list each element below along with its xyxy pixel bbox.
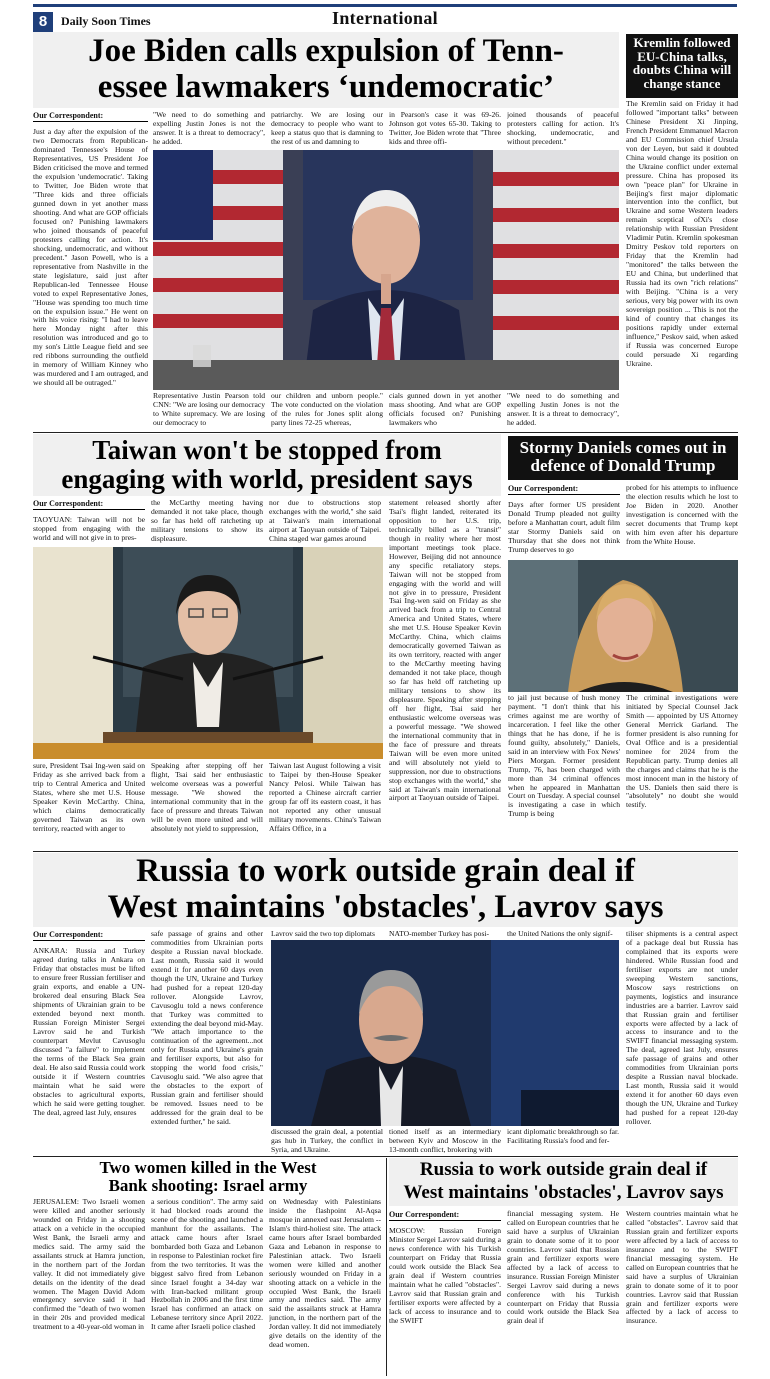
- stormy-col1-top-text: Days after former US president Donald Trump pleaded not guilty before a Manhattan court, adult film star Stormy Daniels said on Thursday that she does not think Trump deserves to go: [508, 500, 620, 555]
- taiwan-column-2-bottom: Speaking after stepping off her flight, Tsai said her enthusiastic welcome overseas was a powerful message. "We showed the international community that in the face of pressure and threats Taiwan will be even more united and will absolutely not yield to suppression,: [151, 762, 263, 833]
- page-number: 8: [33, 12, 53, 32]
- biden-column-4-top: in Pearson's case it was 69-26. Johnson got votes 65-30. Taking to Twitter, Joe Biden wrote that "Three kids and three offi-: [389, 111, 501, 146]
- russia-column-4-bottom: tioned itself as an intermediary between Kyiv and Moscow in the 13-month conflict, brokering with: [389, 1128, 501, 1154]
- top-rule: [33, 4, 737, 7]
- russia-column-5-bottom: icant diplomatic breakthrough so far. Facilitating Russia's food and fer-: [507, 1128, 619, 1145]
- stormy-column-1-bottom: to jail just because of hush money payment. "I don't think that his crimes against me are worthy of incarceration. I feel like the other things that he has done, if he is found guilty, absolutely," Daniels, said in an interview with Fox News' Piers Morgan. Former president Trump, 76, has been charged with more than 34 criminal offences when he appeared in Manhattan Court on Tuesday. A special counsel is investigating a case in which Trump is being: [508, 694, 620, 819]
- taiwan-correspondent: Our Correspondent:: [33, 499, 145, 510]
- divider: [33, 432, 738, 433]
- russia-column-1: [33, 930, 145, 1154]
- lavrov-cavusoglu-photo: [271, 940, 619, 1126]
- taiwan-col1-top-text: TAOYUAN: Taiwan will not be stopped from engaging with the world and will not give in to pres-: [33, 515, 145, 543]
- divider: [33, 851, 738, 852]
- biden-column-2-bottom: Representative Justin Pearson told CNN: "We are losing our democracy to White supremacy. We are losing our democracy to: [153, 392, 265, 427]
- divider: [33, 1156, 738, 1157]
- biden-column-4-bottom: cials gunned down in yet another mass shooting. And what are GOP officials focused on? Punishing lawmakers who: [389, 392, 501, 427]
- kremlin-headline: Kremlin followed EU-China talks, doubts China will change stance: [626, 34, 738, 98]
- russia2-correspondent: Our Correspondent:: [389, 1210, 501, 1221]
- biden-col1-text: Just a day after the expulsion of the two Democrats from Republican-dominated Tennessee's House of Representatives, US President Joe Biden criticised the move and termed the expulsion 'undemocratic'. Taking to Twitter, Joe Biden wrote that "Three kids and three officials gunned down in yet another mass shooting. And what are GOP officials focused on? Punishing lawmakers who joined thousands of peaceful protesters calling for action. It's shocking, undemocratic, and without precedent." Jason Powell, who is a representative from Nashville in the state legislature, said just after Republican-led Tennessee House voted to expel Representative Jones, "House was spending too much time on the expulsion issue." He went on with his voice rising: "I had to leave here Monday night after this resolution was introduced and go to my son's Little League field and see red ribbons surrounding the outfield in memory of William Kinney who was murdered and I am outraged, and we should all be outraged.": [33, 127, 148, 388]
- russia-column-5-top: the United Nations the only signif-: [507, 930, 613, 938]
- paper-name: Daily Soon Times: [61, 14, 151, 28]
- russia2-column-2: financial messaging system. He called on European countries that he said have a surplus of Ukrainian grain to donate some of it to poor countries. Lavrov said that Russian grain and fertilizer exports were affected by a lack of access to insurance. Russian Foreign Minister Sergei Lavrov said during a news conference with his Turkish counterpart on Friday that Russia could work outside the Black Sea grain deal if: [507, 1210, 619, 1326]
- russia-headline-line1: Russia to work outside grain deal if: [136, 853, 635, 889]
- taiwan-column-1-bottom: sure, President Tsai Ing-wen said on Friday as she arrived back from a trip to Central America and United States, where she met U.S. House Speaker Kevin McCarthy. China, which claims democratically governed Taiwan as its own territory, reacted with anger to: [33, 762, 145, 833]
- taiwan-column-2-top: the McCarthy meeting having demanded it not take place, though so far has held off ratcheting up military tensions to show its displeasure.: [151, 499, 263, 543]
- biden-column-1: [33, 111, 148, 429]
- stormy-photo: [508, 560, 738, 692]
- russia2-col1-text: MOSCOW: Russian Foreign Minister Sergei Lavrov said during a news conference with his Turkish counterpart on Friday that Russia could work outside the Black Sea grain deal if Western countries maintain what he called "obstacles". Lavrov said that Russian grain and fertiliser exports were affected by a lack of access to insurance and to the SWIFT: [389, 1226, 501, 1325]
- westbank-headline-line1: Two women killed in the West: [99, 1158, 317, 1177]
- westbank-column-3: on Wednesday with Palestinians inside the flashpoint Al-Aqsa mosque in annexed east Jerusalem -- Islam's third-holiest site. The attack came hours after Israel bombarded Gaza and Lebanon in response to Palestinian attack. Two Israeli women were killed and another seriously wounded on Friday in a shooting attack on a vehicle in the occupied West Bank, the Israeli army and medics said. The army said the assailants struck at Hamra junction, in the northern part of the Jordan valley. It did not immediately give details on the identity of the dead women.: [269, 1198, 381, 1350]
- stormy-headline: Stormy Daniels comes out in defence of Donald Trump: [508, 436, 738, 480]
- taiwan-column-1-top: [33, 499, 145, 545]
- biden-column-3-bottom: our children and unborn people." The vote conducted on the violation of the rules for Jones split along party lines 72-25 whereas,: [271, 392, 383, 427]
- biden-column-5-top: joined thousands of peaceful protesters calling for action. It's shocking, undemocratic, and without precedent.": [507, 111, 619, 146]
- russia-column-3-bottom: discussed the grain deal, a potential gas hub in Turkey, the conflict in Syria, and Ukraine.: [271, 1128, 383, 1154]
- biden-correspondent: Our Correspondent:: [33, 111, 148, 122]
- russia2-column-3: Western countries maintain what he called "obstacles". Lavrov said that Russian grain and fertilizer exports were affected by a lack of access to insurance and to the SWIFT financial messaging system. He called on European countries that he said have a surplus of Ukrainian grain to donate some of it to poor countries. Lavrov said that Russian grain and fertilizer exports were affected by a lack of access to insurance.: [626, 1210, 738, 1326]
- russia-correspondent: Our Correspondent:: [33, 930, 145, 941]
- westbank-headline-line2: Bank shooting: Israel army: [108, 1176, 308, 1195]
- stormy-column-1-top: [508, 484, 620, 558]
- russia-column-2: safe passage of grains and other commodities from Ukrainian ports despite a Russian naval blockade. Last month, Russia said it would extend it for another 60 days even though the UN, Ukraine and Turkey had pushed for a repeat 120-day rollover. Alongside Lavrov, Cavusoglu told a news conference that Turkey was committed to extending the deal beyond mid-May. "We attach importance to the continuation of the agreement...not only for Russia and Ukraine's grain and fertiliser exports, but also for stopping the world food crisis," Cavusoglu said. "We also agree that the obstacles to the export of Russian grain and fertiliser should be removed. Issues need to be addressed for the grain deal to be extended further," he said.: [151, 930, 263, 1127]
- divider-vertical: [386, 1158, 387, 1376]
- taiwan-column-3-top: nor due to obstructions stop exchanges with the world," she said at Taiwan's main international airport at Taoyuan outside of Taipei. China staged war games around: [269, 499, 381, 543]
- russia-column-3-top: Lavrov said the two top diplomats: [271, 930, 375, 938]
- russia-column-4-top: NATO-member Turkey has posi-: [389, 930, 490, 938]
- stormy-column-2-bottom: The criminal investigations were initiated by Special Counsel Jack Smith — appointed by US Attorney General Merrick Garland. The former president is also running for Oval Office and is a presidential nominee for 2024 from the Republican party. Trump denies all the charges and claims that he is the most innocent man in the history of the US. Daniels then said there is "absolutely" no doubt she would testify.: [626, 694, 738, 810]
- westbank-column-1: JERUSALEM: Two Israeli women were killed and another seriously wounded on Friday in a shooting attack on a vehicle in the occupied West Bank, the Israeli army and medics said. The army said the assailants struck at Hamra junction, in the northern part of the Jordan valley. It did not immediately give details on the identity of the dead women. The Magen David Adom emergency service said it had confirmed the "death of two women in their 20s and provided medical treatment to a 40-year-old woman in: [33, 1198, 145, 1332]
- taiwan-headline-line1: Taiwan won't be stopped from: [92, 435, 442, 465]
- biden-column-5-bottom: "We need to do something and expelling Justin Jones is not the answer. It is a threat to democracy", he added.: [507, 392, 619, 427]
- stormy-correspondent: Our Correspondent:: [508, 484, 620, 495]
- stormy-column-2-top: probed for his attempts to influence the election results which he lost to Joe Biden in 2020. Another investigation is concerned with the secret documents that Trump kept with him even after his departure from the White House.: [626, 484, 738, 546]
- section-title: International: [332, 8, 438, 28]
- russia2-headline-line2: West maintains 'obstacles', Lavrov says: [403, 1182, 724, 1203]
- biden-column-3-top: patriarchy. We are losing our democracy to people who want to keep a status quo that is damning to the rest of us and damning to: [271, 111, 383, 146]
- biden-column-2-top: "We need to do something and expelling Justin Jones is not the answer. It is a threat to democracy", he added.: [153, 111, 265, 146]
- russia-column-6: tiliser shipments is a central aspect of a package deal but Russia has complained that its exports were hindered. While Russian food and fertiliser exports are not under sweeping Western sanctions, Moscow says restrictions on payments, logistics and insurance industries are a barrier. Lavrov said that Russian grain and fertiliser exports were affected by a lack of access to insurance and to the SWIFT financial messaging system. The deal, agreed last July, ensures safe passage of grains and other commodities from Ukrainian ports despite a Russian naval blockade. Last month, Russia said it would extend it for another 60 days even though the UN, Ukraine and Turkey had pushed for a repeat 120-day rollover.: [626, 930, 738, 1127]
- biden-photo: [153, 150, 619, 390]
- russia-headline-line2: West maintains 'obstacles', Lavrov says: [107, 889, 664, 925]
- russia2-headline-line1: Russia to work outside grain deal if: [419, 1159, 708, 1180]
- taiwan-column-3-bottom: Taiwan last August following a visit to Taipei by then-House Speaker Nancy Pelosi. While Taiwan has reported a Chinese aircraft carrier group far off its eastern coast, it has not reported any other unusual military movements. China's Taiwan Affairs Office, in a: [269, 762, 381, 833]
- russia-col1-text: ANKARA: Russia and Turkey agreed during talks in Ankara on Friday that obstacles must be lifted to ensure freer Russian fertiliser and grain exports, and enable a UN-brokered deal ensuring Black Sea shipments of Ukrainian grain to be extended beyond next month. Russian Foreign Minister Sergei Lavrov said he and Turkish counterpart Mevlut Cavusoglu discussed "a failure" to implement the terms of the Black Sea grain deal. He also said Russia could work outside it if Western countries maintain what he said were obstacles to agricultural exports, which he said were getting tougher. The deal, agreed last July, ensures: [33, 946, 145, 1117]
- biden-headline-line2: essee lawmakers ‘undemocratic’: [97, 69, 555, 105]
- kremlin-body: The Kremlin said on Friday it had followed "important talks" between Chinese President Xi Jinping, French President Emmanuel Macron and EU Commission chief Ursula von der Leyen, but said it doubted China would change its position on the Ukraine conflict under external pressure. China has proposed its own "peace plan" for Ukraine in Beijing's first major diplomatic intervention into the conflict, but Ukraine and some Western leaders remain sceptical ofXi's close relationship with Russian President Vladimir Putin. Kremlin spokesman Dmitry Peskov told reporters on Friday that the Kremlin had "monitored" the talks between the EU and China, but underlined that Russia had its own "rich relations" with Beijing. "China is a very serious, very big power with its own sovereign position ... This is not the kind of country that changes its positions rapidly under external influence," Peskov said, when asked if Russia was concerned Europe could persuade Xi regarding Ukraine.: [626, 100, 738, 368]
- taiwan-column-4: statement released shortly after Tsai's flight landed, reiterated its opposition to her U.S. trip, technically billed as a "transit" though in reality where her most important meetings took place. However, Beijing did not announce any specific retaliatory steps. Taiwan will not be stopped from engaging with the world and will not give in to pressure, President Tsai Ing-wen said on Friday as she arrived back from a trip to Central America and United States, where she met U.S. House Speaker Kevin McCarthy. China, which claims democratically governed Taiwan as its own territory, reacted with anger to the McCarthy meeting having demanded it not take place, though so far has held off ratcheting up military tensions to show its displeasure. Speaking after stepping off her flight, Tsai said her enthusiastic welcome overseas was a powerful message. "We showed the international community that in the face of pressure and threats Taiwan will be even more united and will absolutely not yield to suppression, nor due to obstructions stop exchanges with the world," she said at Taiwan's main international airport at Taoyuan outside of Taipei.: [389, 499, 501, 803]
- biden-headline-line1: Joe Biden calls expulsion of Tenn-: [88, 33, 564, 69]
- westbank-column-2: a serious condition". The army said it had blocked roads around the scene of the shooting and launched a manhunt for the assailants. The attack came hours after Israel bombarded both Gaza and Lebanon in response to Palestinian rocket fire from the two territories. It was the biggest salvo fired from Lebanon since Israel fought a 34-day war with Iran-backed militant group Hezbollah in 2006 and the first time Israel has confirmed an attack on Lebanese territory since April 2022. It came after Israeli police clashed: [151, 1198, 263, 1332]
- russia2-column-1: [389, 1210, 501, 1376]
- taiwan-headline-line2: engaging with world, president says: [61, 464, 473, 494]
- tsai-photo: [33, 547, 383, 759]
